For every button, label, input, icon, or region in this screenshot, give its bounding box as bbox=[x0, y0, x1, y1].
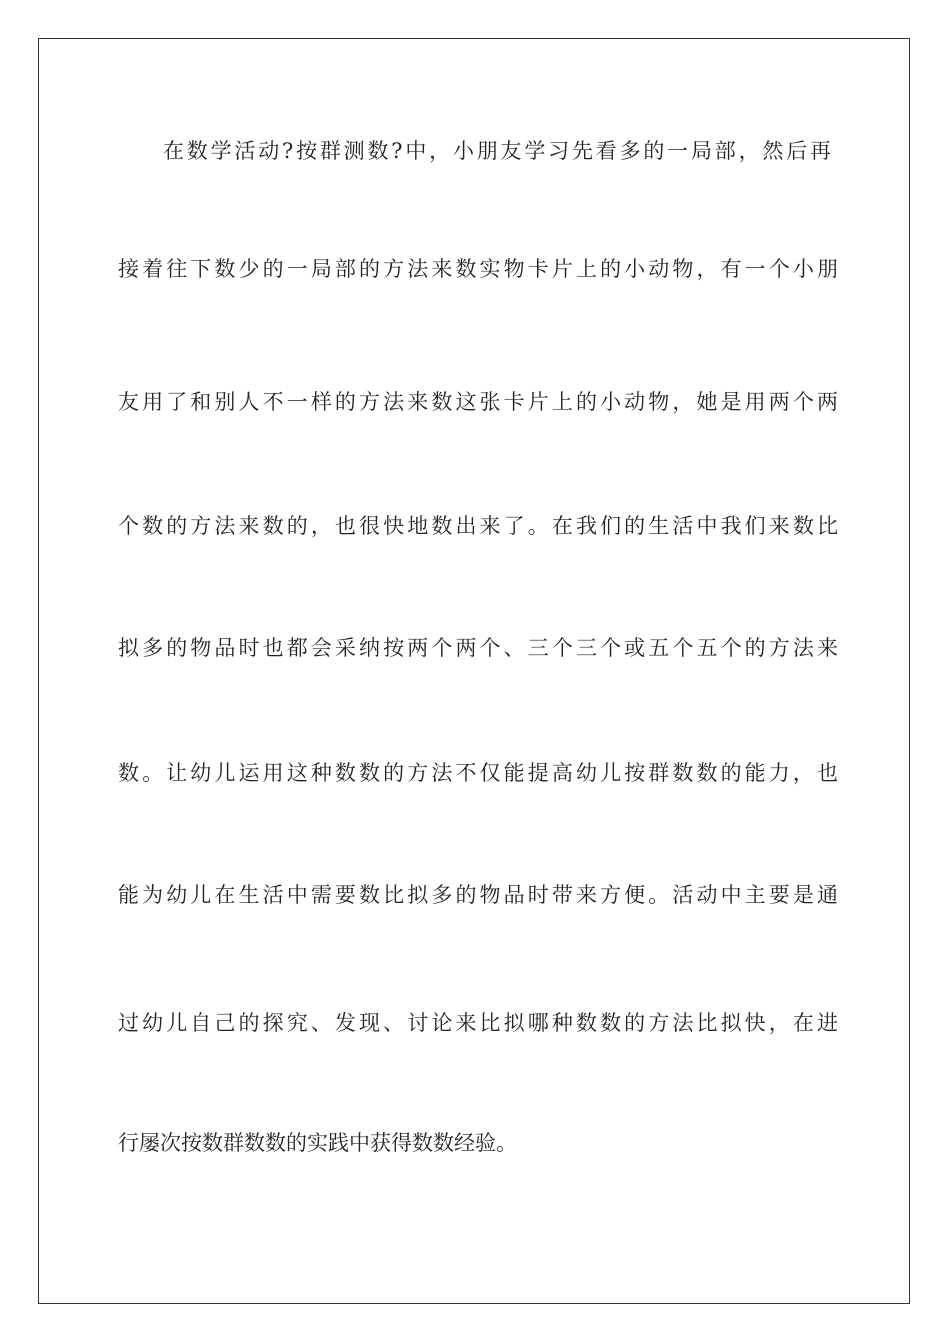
paragraph-line-9: 行屡次按数群数数的实践中获得数数经验。 bbox=[118, 1131, 517, 1155]
paragraph-line-7: 能为幼儿在生活中需要数比拟多的物品时带来方便。活动中主要是通 bbox=[118, 883, 838, 907]
paragraph-line-1: 在数学活动?按群测数?中，小朋友学习先看多的一局部，然后再 bbox=[163, 139, 831, 163]
paragraph-line-2: 接着往下数少的一局部的方法来数实物卡片上的小动物，有一个小朋 bbox=[118, 257, 838, 281]
paragraph-line-3: 友用了和别人不一样的方法来数这张卡片上的小动物，她是用两个两 bbox=[118, 390, 838, 414]
paragraph-line-5: 拟多的物品时也都会采纳按两个两个、三个三个或五个五个的方法来 bbox=[118, 636, 838, 660]
page-border bbox=[38, 38, 910, 1304]
paragraph-line-4: 个数的方法来数的，也很快地数出来了。在我们的生活中我们来数比 bbox=[118, 514, 838, 538]
paragraph-line-6: 数。让幼儿运用这种数数的方法不仅能提高幼儿按群数数的能力，也 bbox=[118, 761, 838, 785]
paragraph-line-8: 过幼儿自己的探究、发现、讨论来比拟哪种数数的方法比拟快，在进 bbox=[118, 1011, 838, 1035]
